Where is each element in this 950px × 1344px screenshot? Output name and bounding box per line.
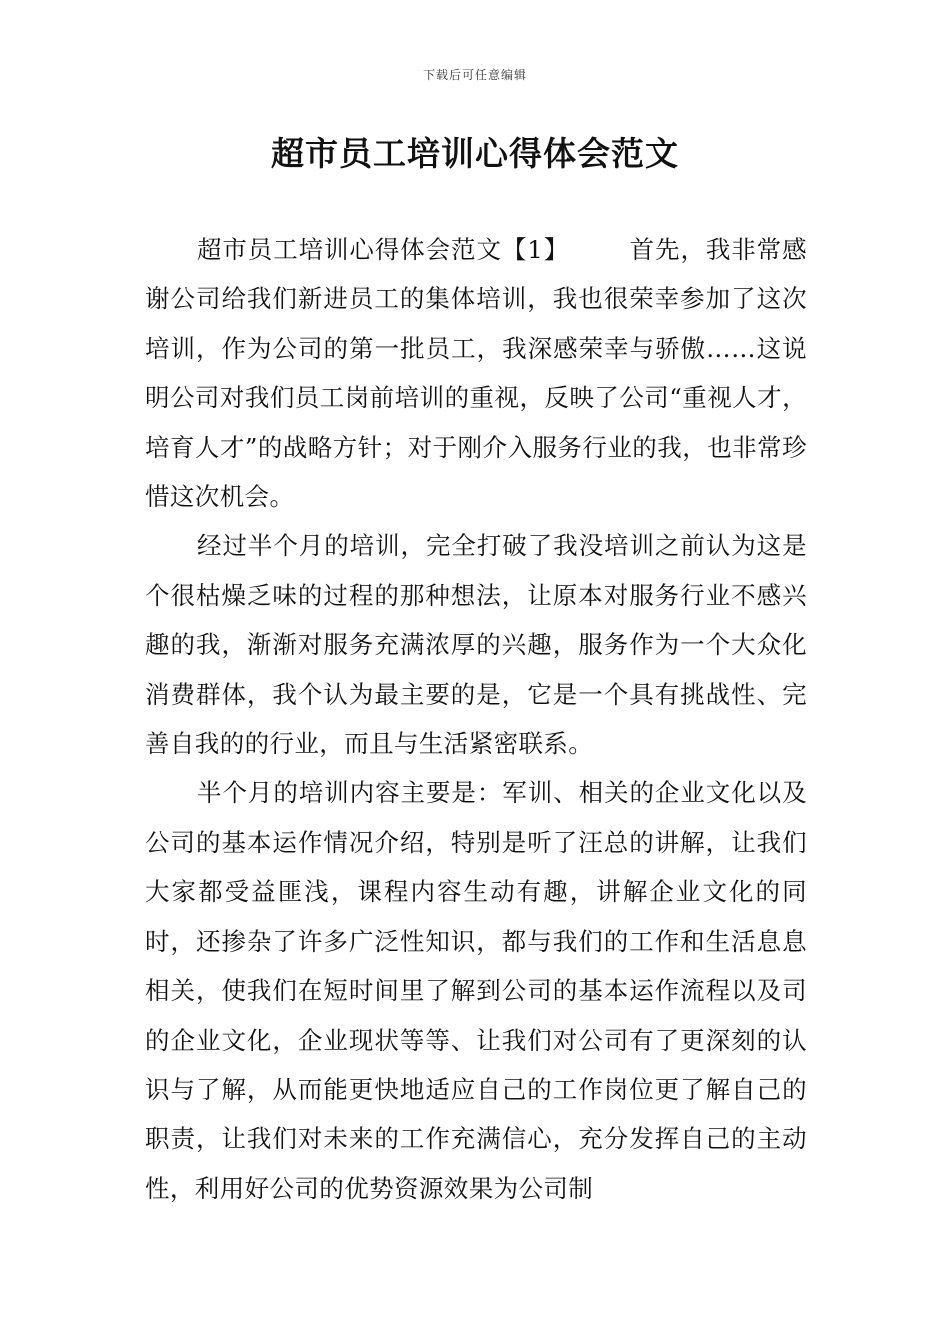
paragraph-1-text: 首先，我非常感谢公司给我们新进员工的集体培训，我也很荣幸参加了这次培训，作为公司的第一批员工，我深感荣幸与骄傲……这说明公司对我们员工岗前培训的重视，反映了公司“重视人才，培育人才”的战略方针；对于刚介入服务行业的我，也非常珍惜这次机会。 xyxy=(145,235,807,512)
paragraph-2: 经过半个月的培训，完全打破了我没培训之前认为这是个很枯燥乏味的过程的那种想法，让原本对服务行业不感兴趣的我，渐渐对服务充满浓厚的兴趣，服务作为一个大众化消费群体，我个认为最主要的是，它是一个具有挑战性、完善自我的的行业，而且与生活紧密联系。 xyxy=(145,531,807,759)
document-title: 超市员工培训心得体会范文 xyxy=(271,134,679,173)
paragraph-1-heading: 超市员工培训心得体会范文【1】 xyxy=(197,235,570,264)
page-header: 下载后可任意编辑 xyxy=(422,68,527,82)
paragraph-1 xyxy=(145,225,807,521)
document-body xyxy=(145,225,807,1213)
paragraph-3: 半个月的培训内容主要是：军训、相关的企业文化以及公司的基本运作情况介绍，特别是听了汪总的讲解，让我们大家都受益匪浅，课程内容生动有趣，讲解企业文化的同时，还掺杂了许多广泛性知识，都与我们的工作和生活息息相关，使我们在短时间里了解到公司的基本运作流程以及司的企业文化，企业现状等等、让我们对公司有了更深刻的认识与了解，从而能更快地适应自己的工作岗位更了解自己的职责，让我们对未来的工作充满信心，充分发挥自己的主动性，利用好公司的优势资源效果为公司制 xyxy=(145,778,807,1203)
